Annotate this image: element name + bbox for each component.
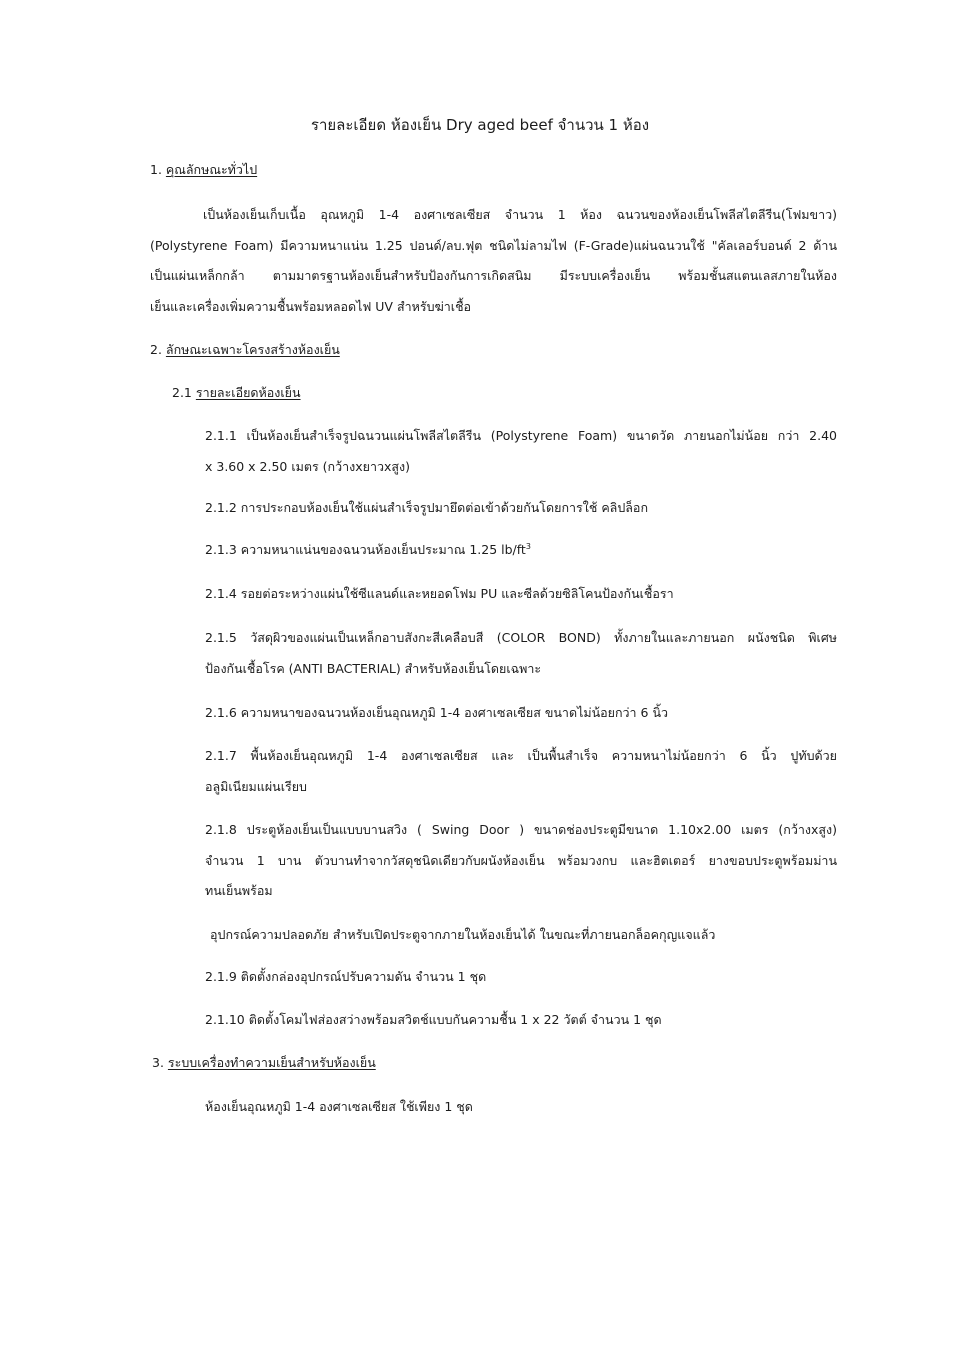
- item-2-1-7-line-1: 2.1.7 พื้นห้องเย็นอุณหภูมิ 1-4 องศาเซลเซียส และ เป็นพื้นสำเร็จ ความหนาไม่น้อยกว่า 6 นิ้ว ปูทับด้วย: [205, 748, 837, 763]
- item-2-1-2: 2.1.2 การประกอบห้องเย็นใช้แผ่นสำเร็จรูปมายึดต่อเข้าด้วยกันโดยการใช้ คลิปล็อก: [205, 500, 649, 515]
- item-2-1-8-line-3: ทนเย็นพร้อม: [205, 883, 273, 898]
- subsection-2-1-number: 2.1: [172, 385, 192, 400]
- section-1-title: คุณลักษณะทั่วไป: [165, 162, 258, 177]
- safety-equipment-note: อุปกรณ์ความปลอดภัย สำหรับเปิดประตูจากภายในห้องเย็นได้ ในขณะที่ภายนอกล็อคกุญแจแล้ว: [210, 927, 716, 942]
- item-2-1-10: 2.1.10 ติดตั้งโคมไฟส่องสว่างพร้อมสวิตช์แบบกันความชื้น 1 x 22 วัตต์ จำนวน 1 ชุด: [205, 1012, 662, 1027]
- subsection-2-1-title: รายละเอียดห้องเย็น: [195, 385, 301, 400]
- subsection-2-1-heading: [172, 383, 301, 403]
- section-1-heading: [150, 160, 257, 180]
- section-1-line-3: เป็นแผ่นเหล็กกล้า ตามมาตรฐานห้องเย็นสำหรับป้องกันการเกิดสนิม มีระบบเครื่องเย็น พร้อมชั้นสแตนเลสภายในห้อง: [150, 268, 837, 283]
- item-2-1-1-line-1: 2.1.1 เป็นห้องเย็นสำเร็จรูปฉนวนแผ่นโพลีสไตลีรีน (Polystyrene Foam) ขนาดวัด ภายนอกไม่น้อย กว่า 2.40: [205, 428, 837, 443]
- section-3-heading: [152, 1053, 376, 1073]
- document-title: รายละเอียด ห้องเย็น Dry aged beef จำนวน 1 ห้อง: [310, 116, 650, 134]
- section-3-number: 3.: [152, 1055, 164, 1070]
- section-3-title: ระบบเครื่องทำความเย็นสำหรับห้องเย็น: [167, 1055, 376, 1070]
- section-1-line-2: (Polystyrene Foam) มีความหนาแน่น 1.25 ปอนด์/ลบ.ฟุต ชนิดไม่ลามไฟ (F-Grade)แผ่นฉนวนใช้ "คัลเลอร์บอนด์ 2 ด้าน: [150, 238, 837, 253]
- item-2-1-4: 2.1.4 รอยต่อระหว่างแผ่นใช้ซีแลนด์และหยอดโฟม PU และซีลด้วยซิลิโคนป้องกันเชื้อรา: [205, 586, 674, 601]
- section-2-number: 2.: [150, 342, 162, 357]
- item-2-1-3-text: 2.1.3 ความหนาแน่นของฉนวนห้องเย็นประมาณ 1.25 lb/ft: [205, 542, 526, 557]
- item-2-1-8-line-1: 2.1.8 ประตูห้องเย็นเป็นแบบบานสวิง ( Swing Door ) ขนาดช่องประตูมีขนาด 1.10x2.00 เมตร (กว้างxสูง): [205, 822, 837, 837]
- item-2-1-6: 2.1.6 ความหนาของฉนวนห้องเย็นอุณหภูมิ 1-4 องศาเซลเซียส ขนาดไม่น้อยกว่า 6 นิ้ว: [205, 705, 669, 720]
- item-2-1-9: 2.1.9 ติดตั้งกล่องอุปกรณ์ปรับความดัน จำนวน 1 ชุด: [205, 969, 487, 984]
- section-1-line-4: เย็นและเครื่องเพิ่มความชื้นพร้อมหลอดไฟ UV สำหรับฆ่าเชื้อ: [150, 299, 472, 314]
- item-2-1-1-line-2: x 3.60 x 2.50 เมตร (กว้างxยาวxสูง): [205, 459, 411, 474]
- section-1-number: 1.: [150, 162, 162, 177]
- item-2-1-5-line-1: 2.1.5 วัสดุผิวของแผ่นเป็นเหล็กอาบสังกะสีเคลือบสี (COLOR BOND) ทั้งภายในและภายนอก ผนังชนิด พิเศษ: [205, 630, 837, 645]
- item-2-1-3: [205, 540, 531, 560]
- item-2-1-8-line-2: จำนวน 1 บาน ตัวบานทำจากวัสดุชนิดเดียวกับผนังห้องเย็น พร้อมวงกบ และฮิตเตอร์ ยางขอบประตูพร้อมม่าน: [205, 853, 837, 868]
- item-2-1-5-line-2: ป้องกันเชื้อโรค (ANTI BACTERIAL) สำหรับห้องเย็นโดยเฉพาะ: [205, 661, 542, 676]
- item-2-1-7-line-2: อลูมิเนียมแผ่นเรียบ: [205, 779, 307, 794]
- section-2-heading: [150, 340, 340, 360]
- section-2-title: ลักษณะเฉพาะโครงสร้างห้องเย็น: [165, 342, 340, 357]
- section-3-body: ห้องเย็นอุณหภูมิ 1-4 องศาเซลเซียส ใช้เพียง 1 ชุด: [205, 1099, 473, 1114]
- section-1-line-1: เป็นห้องเย็นเก็บเนื้อ อุณหภูมิ 1-4 องศาเซลเซียส จำนวน 1 ห้อง ฉนวนของห้องเย็นโพลีสไตลีรีน(โฟมขาว): [203, 207, 837, 222]
- item-2-1-3-superscript: 3: [525, 541, 531, 551]
